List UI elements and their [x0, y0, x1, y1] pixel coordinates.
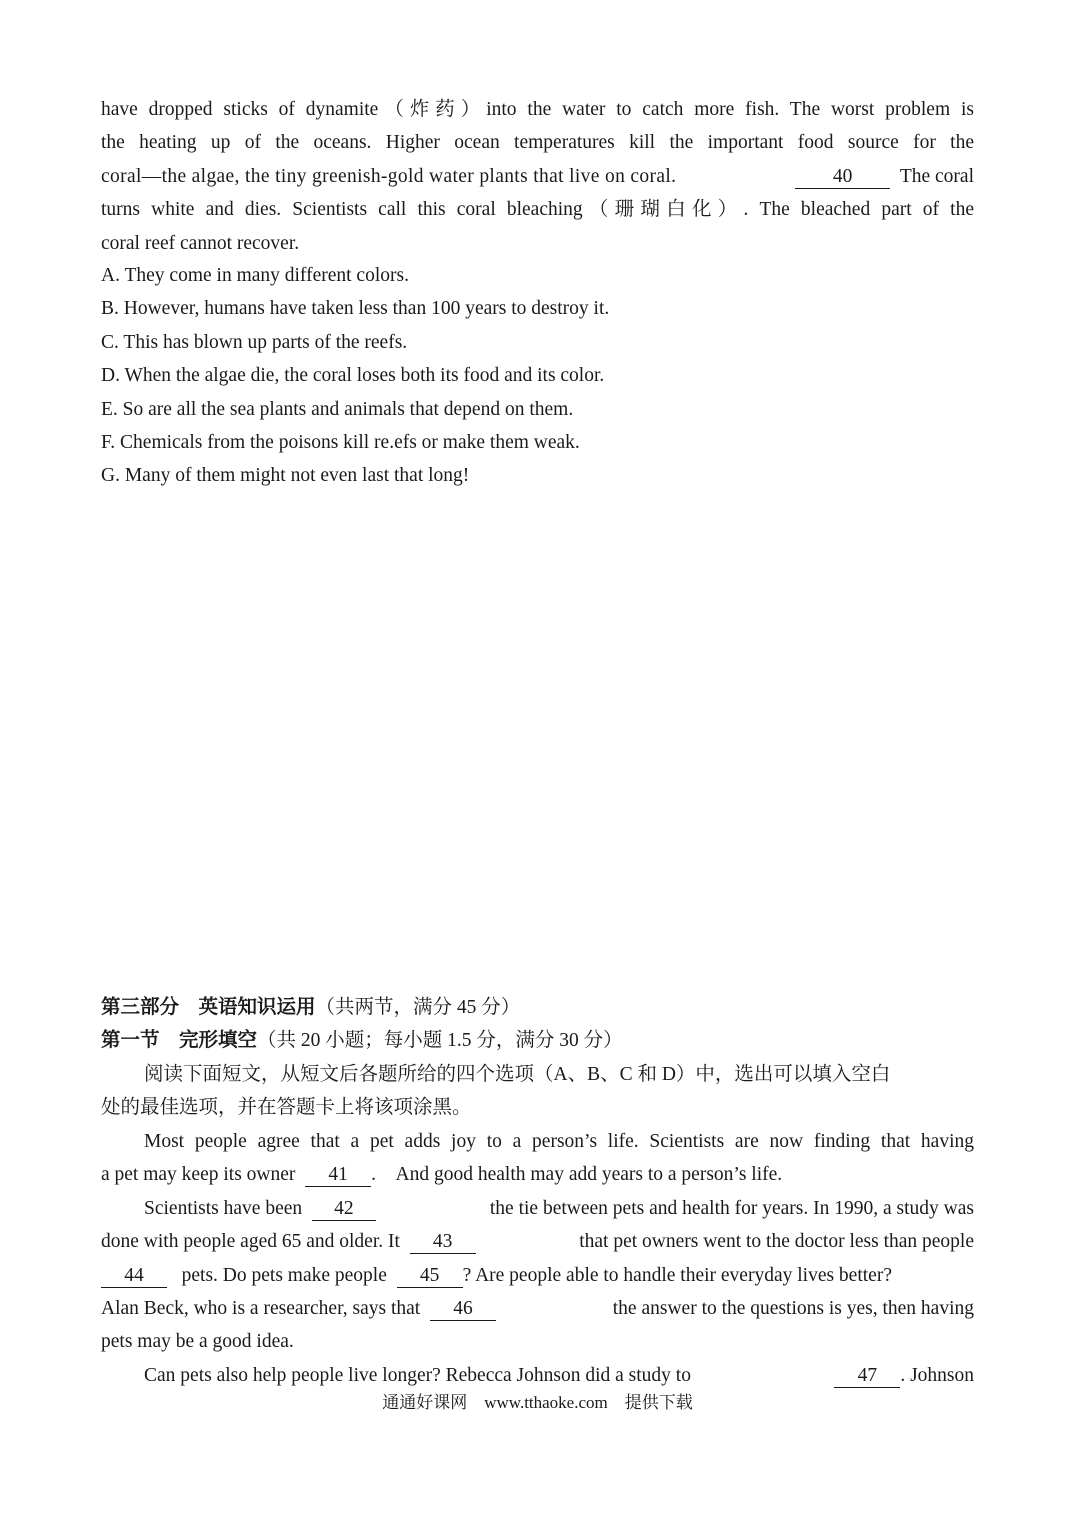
- cloze-line: Most people agree that a pet adds joy to a person’s life. Scientists are now finding that having: [144, 1131, 974, 1152]
- part-heading: [101, 991, 974, 1024]
- page-footer: 通通好课网 www.tthaoke.com 提供下载: [382, 1393, 693, 1412]
- cloze-text: done with people aged 65 and older. It: [101, 1231, 400, 1253]
- blank-44: 44: [101, 1265, 167, 1288]
- section-heading-title: 第一节 完形填空: [101, 1030, 258, 1052]
- section-heading: [101, 1024, 974, 1057]
- cloze-text: the answer to the questions is yes, then having: [612, 1297, 974, 1319]
- passage-text: The coral: [899, 165, 974, 187]
- passage-line: the heating up of the oceans. Higher ocean temperatures kill the important food source for the: [101, 132, 974, 154]
- cloze-segment: [101, 1225, 476, 1258]
- cloze-segment: [101, 1292, 496, 1325]
- cloze-text: Can pets also help people live longer? Rebecca Johnson did a study to: [144, 1364, 691, 1386]
- blank-46: 46: [430, 1298, 496, 1321]
- options-list: [101, 259, 974, 493]
- cloze-line: [101, 1192, 974, 1225]
- section-heading-note: （共 20 小题；每小题 1.5 分，满分 30 分）: [257, 1030, 623, 1052]
- cloze-text: a pet may keep its owner: [101, 1164, 296, 1186]
- option-item: B. However, humans have taken less than 100 years to destroy it.: [101, 298, 610, 320]
- passage-line: [101, 160, 974, 193]
- cloze-text: ? Are people able to handle their everyday lives better?: [462, 1264, 892, 1286]
- passage-blank-group: [795, 160, 974, 193]
- passage-line: turns white and dies. Scientists call this coral bleaching（珊瑚白化）. The bleached part of the: [101, 199, 974, 221]
- cloze-line: [101, 1292, 974, 1325]
- option-item: C. This has blown up parts of the reefs.: [101, 331, 408, 353]
- blank-41: 41: [305, 1164, 371, 1187]
- blank-43: 43: [410, 1231, 476, 1254]
- part-heading-title: 第三部分 英语知识运用: [101, 997, 316, 1018]
- cloze-text: that pet owners went to the doctor less than people: [579, 1231, 974, 1253]
- option-item: G. Many of them might not even last that long!: [101, 465, 470, 487]
- cloze-segment: [101, 1259, 892, 1292]
- part3-header: [101, 991, 974, 1125]
- blank-40: 40: [795, 166, 890, 189]
- cloze-text: pets. Do pets make people: [181, 1264, 387, 1286]
- cloze-segment: [144, 1192, 376, 1225]
- cloze-text: Alan Beck, who is a researcher, says that: [101, 1297, 421, 1319]
- cloze-line: [101, 1259, 974, 1292]
- passage-line: have dropped sticks of dynamite（炸药）into the water to catch more fish. The worst problem is: [101, 99, 974, 120]
- option-item: F. Chemicals from the poisons kill re.efs or make them weak.: [101, 431, 580, 453]
- blank-45: 45: [397, 1265, 463, 1288]
- part-heading-note: （共两节，满分 45 分）: [315, 997, 521, 1018]
- cloze-text: . Johnson: [900, 1364, 974, 1386]
- cloze-line: [101, 1225, 974, 1258]
- option-item: D. When the algae die, the coral loses both its food and its color.: [101, 365, 605, 387]
- instructions-line: 处的最佳选项，并在答题卡上将该项涂黑。: [101, 1097, 472, 1119]
- instructions-line: 阅读下面短文，从短文后各题所给的四个选项（A、B、C 和 D）中，选出可以填入空白: [144, 1063, 891, 1085]
- option-item: A. They come in many different colors.: [101, 265, 409, 286]
- cloze-line: [101, 1158, 974, 1191]
- passage-text: coral—the algae, the tiny greenish-gold water plants that live on coral.: [101, 165, 677, 187]
- cloze-line: pets may be a good idea.: [101, 1331, 294, 1353]
- cloze-text: . And good health may add years to a person’s life.: [371, 1164, 783, 1186]
- passage-tail: [101, 93, 974, 260]
- blank-42: 42: [312, 1198, 376, 1221]
- cloze-text: the tie between pets and health for years. In 1990, a study was: [489, 1197, 974, 1219]
- passage-line: coral reef cannot recover.: [101, 232, 300, 254]
- option-item: E. So are all the sea plants and animals that depend on them.: [101, 398, 574, 420]
- cloze-text: Scientists have been: [144, 1197, 303, 1219]
- cloze-passage: [101, 1125, 974, 1392]
- blank-47: 47: [834, 1365, 900, 1388]
